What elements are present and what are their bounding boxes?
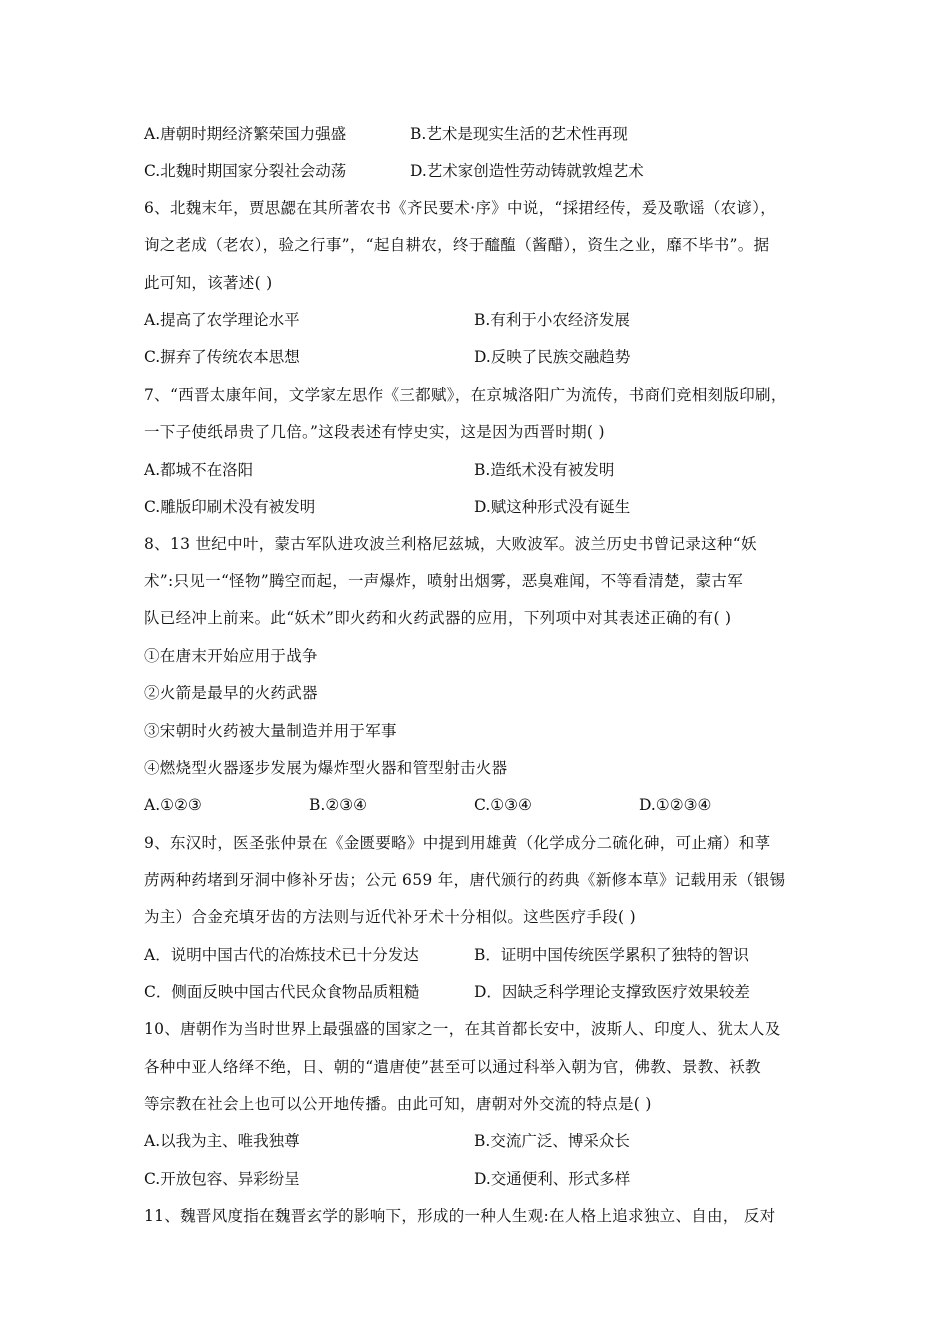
q10-option-b: B.交流广泛、博采众长 [474,1132,630,1150]
q9-option-b: B．证明中国传统医学累积了独特的智识 [474,946,749,964]
q8-stem-line-2: 术”:只见一“怪物”腾空而起，一声爆炸，喷射出烟雾，恶臭难闻，不等看清楚，蒙古军 [144,572,743,590]
q7-option-c: C.雕版印刷术没有被发明 [144,498,316,516]
q6-stem-line-1: 6、北魏末年，贾思勰在其所著农书《齐民要术·序》中说，“採捃经传，爰及歌谣（农谚）， [144,199,777,217]
q5-option-c: C.北魏时期国家分裂社会动荡 [144,162,347,180]
q5-option-a: A.唐朝时期经济繁荣国力强盛 [144,125,347,143]
q6-stem-line-3: 此可知，该著述( ) [144,274,273,292]
q6-option-d: D.反映了民族交融趋势 [474,348,631,366]
q9-option-a: A．说明中国古代的冶炼技术已十分发达 [144,946,419,964]
q10-option-c: C.开放包容、异彩纷呈 [144,1170,300,1188]
q8-option-b: B.②③④ [309,796,368,814]
q10-stem-line-3: 等宗教在社会上也可以公开地传播。由此可知，唐朝对外交流的特点是( ) [144,1095,652,1113]
q8-option-c: C.①③④ [474,796,532,814]
q9-stem-line-1: 9、东汉时，医圣张仲景在《金匮要略》中提到用雄黄（化学成分二硫化砷，可止痛）和莩 [144,834,771,852]
q10-stem-line-1: 10、唐朝作为当时世界上最强盛的国家之一，在其首都长安中，波斯人、印度人、犹太人及 [144,1020,781,1038]
q7-stem-line-1: 7、“西晋太康年间，文学家左思作《三都赋》，在京城洛阳广为流传，书商们竞相刻版印刷， [144,386,787,404]
q6-stem-line-2: 询之老成（老农），验之行事”，“起自耕农，终于醯醢（酱醋），资生之业，靡不毕书”。据 [144,236,770,254]
q9-stem-line-2: 苈两种药堵到牙洞中修补牙齿；公元 659 年，唐代颁行的药典《新修本草》记载用汞（银锡 [144,871,786,889]
q8-stem-line-3: 队已经冲上前来。此“妖术”即火药和火药武器的应用，下列项中对其表述正确的有( ) [144,609,732,627]
q11-stem-line-1: 11、魏晋风度指在魏晋玄学的影响下，形成的一种人生观:在人格上追求独立、自由， 反对 [144,1207,776,1225]
q9-stem-line-3: 为主）合金充填牙齿的方法则与近代补牙术十分相似。这些医疗手段( ) [144,908,636,926]
q8-statement-3: ③宋朝时火药被大量制造并用于军事 [144,722,397,740]
q8-option-a: A.①②③ [144,796,202,814]
q6-option-b: B.有利于小农经济发展 [474,311,630,329]
q9-option-d: D．因缺乏科学理论支撑致医疗效果较差 [474,983,750,1001]
q8-statement-2: ②火箭是最早的火药武器 [144,684,318,702]
q10-option-d: D.交通便利、形式多样 [474,1170,631,1188]
q5-option-b: B.艺术是现实生活的艺术性再现 [410,125,628,143]
q8-option-d: D.①②③④ [639,796,712,814]
q7-option-d: D.赋这种形式没有诞生 [474,498,631,516]
q8-statement-1: ①在唐末开始应用于战争 [144,647,318,665]
q7-stem-line-2: 一下子使纸昂贵了几倍。”这段表述有悖史实，这是因为西晋时期( ) [144,423,605,441]
q10-stem-line-2: 各种中亚人络绎不绝，日、朝的“遣唐使”甚至可以通过科举入朝为官，佛教、景教、袄教 [144,1058,761,1076]
q8-statement-4: ④燃烧型火器逐步发展为爆炸型火器和管型射击火器 [144,759,508,777]
q6-option-a: A.提高了农学理论水平 [144,311,300,329]
q7-option-a: A.都城不在洛阳 [144,461,254,479]
q9-option-c: C．侧面反映中国古代民众食物品质粗糙 [144,983,420,1001]
q5-option-d: D.艺术家创造性劳动铸就敦煌艺术 [410,162,644,180]
q7-option-b: B.造纸术没有被发明 [474,461,615,479]
q8-stem-line-1: 8、13 世纪中叶，蒙古军队进攻波兰利格尼兹城，大败波军。波兰历史书曾记录这种“妖 [144,535,757,553]
q10-option-a: A.以我为主、唯我独尊 [144,1132,300,1150]
q6-option-c: C.摒弃了传统农本思想 [144,348,300,366]
